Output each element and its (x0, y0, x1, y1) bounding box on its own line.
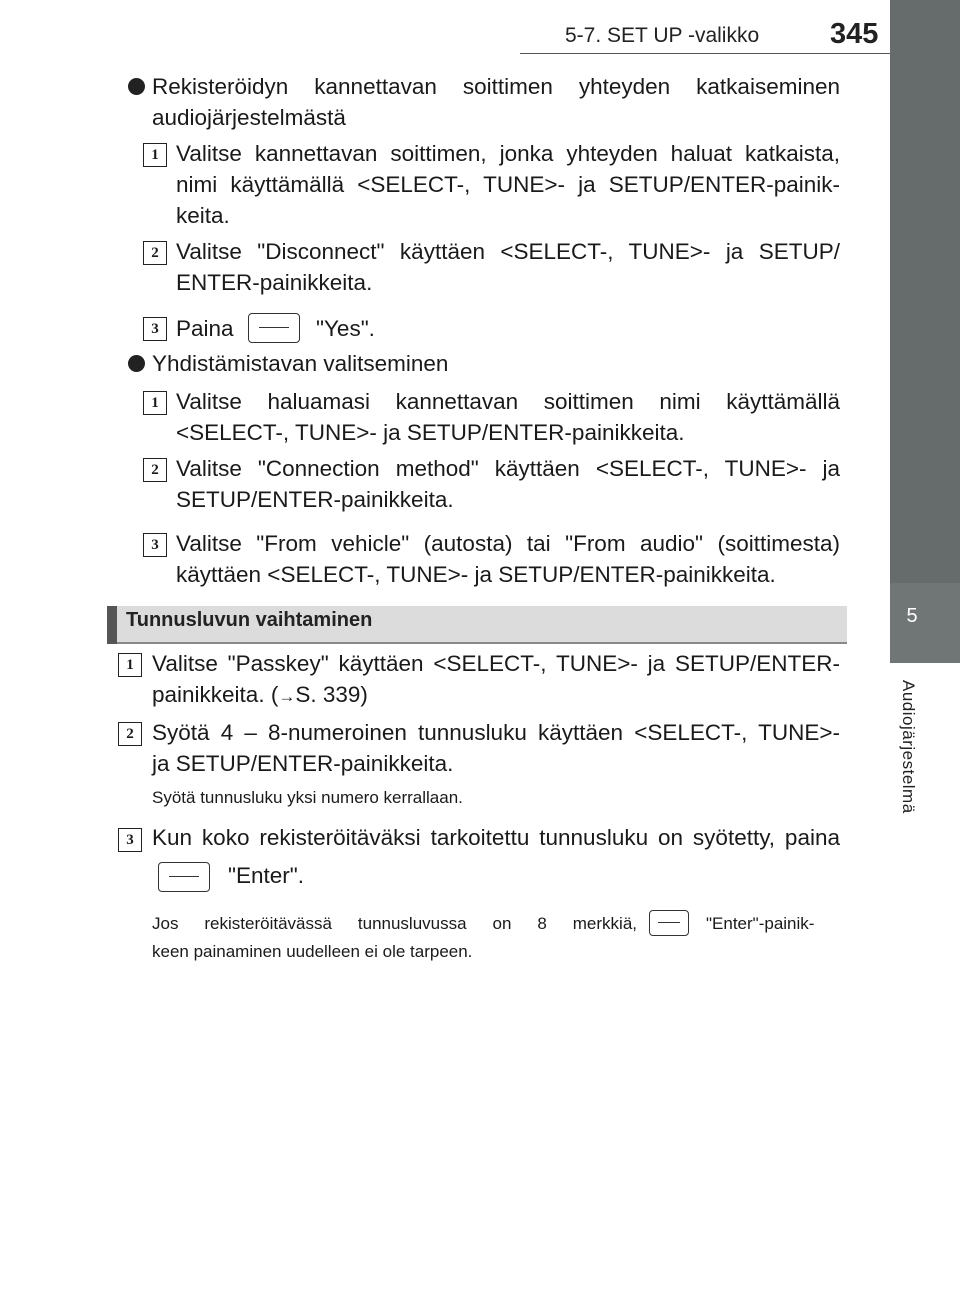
block1-title-line1: Rekisteröidyn kannettavan soittimen yhteyden katkaiseminen (152, 74, 840, 99)
step-note: Syötä tunnusluku yksi numero kerrallaan. (152, 788, 463, 807)
step-number-badge: 2 (143, 241, 167, 265)
bullet-icon (128, 78, 145, 95)
step-note: Jos rekisteröitävässä tunnusluvussa on 8 merkkiä, (152, 914, 637, 933)
enter-button-icon (649, 910, 689, 936)
step-text: Valitse haluamasi kannettavan soittimen nimi käyttämällä (176, 389, 840, 414)
page-reference: S. 339) (295, 682, 368, 707)
step-text: Kun koko rekisteröitäväksi tarkoitettu tunnusluku on syötetty, paina (152, 825, 840, 850)
step-number-badge: 3 (118, 828, 142, 852)
block2-title: Yhdistämistavan valitseminen (152, 351, 449, 376)
block1-title-line2: audiojärjestelmästä (152, 105, 346, 130)
bullet-icon (128, 355, 145, 372)
step-number-badge: 3 (143, 533, 167, 557)
step-note: keen painaminen uudelleen ei ole tarpeen. (152, 942, 473, 961)
step-text: Syötä 4 – 8-numeroinen tunnusluku käyttäen <SELECT-, TUNE>- (152, 720, 840, 745)
section-title: Tunnusluvun vaihtaminen (126, 609, 373, 631)
step-text: Valitse kannettavan soittimen, jonka yhteyden haluat katkaista, (176, 141, 840, 166)
step-number-badge: 1 (143, 143, 167, 167)
step-text: ja SETUP/ENTER-painikkeita. (152, 751, 454, 776)
chapter-number: 5 (906, 605, 918, 627)
step-text-part: painikkeita. ( (152, 682, 279, 707)
step-text (152, 679, 368, 712)
step-note: "Enter"-painik- (706, 914, 815, 933)
step-text: Valitse "Disconnect" käyttäen <SELECT-, TUNE>- ja SETUP/ (176, 239, 840, 264)
enter-button-icon (248, 313, 300, 343)
chapter-label: Audiojärjestelmä (899, 680, 918, 814)
section-header-marker (107, 606, 117, 644)
step-number-badge: 1 (118, 653, 142, 677)
enter-button-icon (158, 862, 210, 892)
step-text: "Yes". (316, 316, 375, 341)
step-text: nimi käyttämällä <SELECT-, TUNE>- ja SETUP/ENTER-painik- (176, 172, 840, 197)
step-text: keita. (176, 203, 230, 228)
step-text: käyttäen <SELECT-, TUNE>- ja SETUP/ENTER-painikkeita. (176, 562, 776, 587)
step-number-badge: 2 (118, 722, 142, 746)
section-heading: 5-7. SET UP -valikko (565, 24, 760, 47)
chapter-tab (890, 0, 960, 583)
step-text: Valitse "Connection method" käyttäen <SELECT-, TUNE>- ja (176, 456, 840, 481)
step-text: Valitse "From vehicle" (autosta) tai "From audio" (soittimesta) (176, 531, 840, 556)
step-number-badge: 1 (143, 391, 167, 415)
step-text: "Enter". (228, 863, 305, 888)
step-text: Valitse "Passkey" käyttäen <SELECT-, TUNE>- ja SETUP/ENTER- (152, 651, 840, 676)
step-text: ENTER-painikkeita. (176, 270, 373, 295)
arrow-icon: → (278, 687, 296, 706)
step-text: <SELECT-, TUNE>- ja SETUP/ENTER-painikkeita. (176, 420, 685, 445)
header-rule (520, 53, 890, 54)
step-number-badge: 2 (143, 458, 167, 482)
step-text: SETUP/ENTER-painikkeita. (176, 487, 454, 512)
step-number-badge: 3 (143, 317, 167, 341)
step-text: Paina (176, 316, 234, 341)
page-number: 345 (830, 18, 879, 50)
